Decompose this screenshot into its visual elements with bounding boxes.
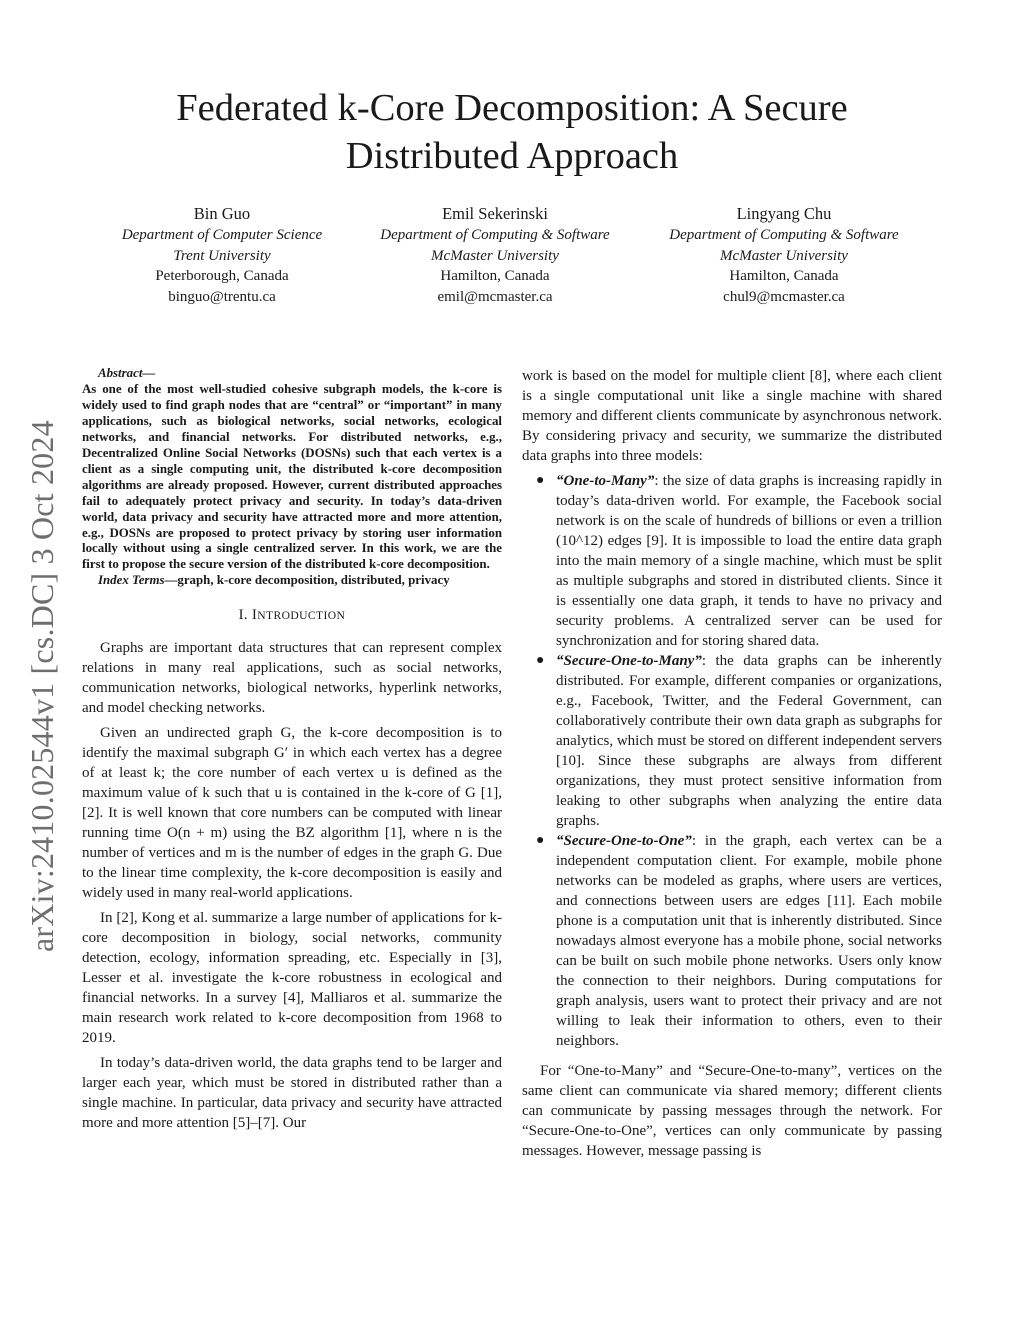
model-text: : in the graph, each vertex can be a independent computation client. For example, mobile phone networks can be modeled as graphs, where users are vertices, and connections between users are edges [11]. Each mobile phone is a computation unit that is inherently distributed. Since nowadays almost everyone has a mobile phone, social networks can be built on such mobile phone networks. Users only know the connection to their neighbors. During computations for graph analysis, users want to protect their privacy and are not willing to leak their information to others, even to their neighbors. xyxy=(556,833,942,1049)
author-2 xyxy=(355,203,635,307)
author-place: Hamilton, Canada xyxy=(729,268,839,284)
model-label: “Secure-One-to-Many” xyxy=(556,653,702,669)
list-item xyxy=(522,651,942,831)
author-dept: Department of Computer Science xyxy=(121,227,323,243)
section-heading xyxy=(82,605,502,626)
model-list xyxy=(522,471,942,1051)
author-univ: McMaster University xyxy=(720,247,848,264)
section-first-letter: I xyxy=(251,607,258,624)
model-text: : the size of data graphs is increasing rapidly in today’s data-driven world. For example, the Facebook social network is on the scale of hundreds of billions or even a trillion (10^12) edges [9]. It is impossible to load the entire data graph into the main memory of a single machine, which must be split as multiple subgraphs and stored in distributed clients. Since it is essentially one data graph, it tends to have no privacy and security problems. A centralized server can be used for synchronization and for storing shared data. xyxy=(556,473,942,649)
bullet-icon: ● xyxy=(536,473,545,488)
paragraph: In today’s data-driven world, the data graphs tend to be larger and larger each year, which must be stored in distributed rather than a single machine. In particular, data privacy and security have attracted more and more attention [5]–[7]. Our xyxy=(82,1055,502,1132)
model-text: : the data graphs can be inherently distributed. For example, different companies or organizations, e.g., Facebook, Twitter, and the Federal Government, can collaboratively contribute their own data graph as subgraphs for analytics, which must be stored on different independent servers [10]. Since these subgraphs are always from different organizations, they must protect sensitive information from leaking to other subgraphs when analyzing the entire data graphs. xyxy=(556,653,942,829)
paragraph: In [2], Kong et al. summarize a large number of applications for k-core decomposition in biology, social networks, community detection, ecology, information spreading, etc. Especially in [3], Lesser et al. investigate the k-core robustness in ecological and financial networks. In a survey [4], Malliaros et al. summarize the main research work related to k-core decomposition from 1968 to 2019. xyxy=(82,910,502,1047)
author-name: Bin Guo xyxy=(193,204,251,223)
title-line-2: Distributed Approach xyxy=(345,135,679,177)
abstract-text: As one of the most well-studied cohesive subgraph models, the k-core is widely used to find graph nodes that are “central” or “important” in many applications, such as biological networks, social networks, ecological networks, and financial networks. For distributed networks, e.g., Decentralized Online Social Networks (DOSNs) such that each vertex is a client as a single computing unit, the distributed k-core decomposition algorithms are already proposed. However, current distributed approaches fail to adequately protect privacy and security. In today’s data-driven world, data privacy and security have attracted more and more attention, e.g., DOSNs are proposed to protect privacy by storing user information locally without using a single centralized server. In this work, we are the first to propose the secure version of the distributed k-core decomposition. xyxy=(82,381,502,572)
section-number: I. xyxy=(238,607,252,624)
author-3 xyxy=(644,203,924,307)
author-dept: Department of Computing & Software xyxy=(669,227,899,243)
abstract-label: Abstract— xyxy=(98,366,156,380)
index-terms-label: Index Terms xyxy=(98,573,165,588)
right-column xyxy=(522,366,942,1166)
paragraph: Graphs are important data structures that can represent complex relations in many real applications, such as social networks, communication networks, biological networks, hyperlink networks, and model checking networks. xyxy=(82,640,502,717)
paper-title xyxy=(100,84,924,180)
left-column xyxy=(82,366,502,1138)
abstract xyxy=(82,366,502,573)
author-name: Lingyang Chu xyxy=(736,204,832,223)
author-univ: Trent University xyxy=(173,247,271,264)
author-email: emil@mcmaster.ca xyxy=(437,288,553,305)
title-line-1: Federated k-Core Decomposition: A Secure xyxy=(176,87,848,129)
author-dept: Department of Computing & Software xyxy=(380,227,610,243)
paragraph: work is based on the model for multiple client [8], where each client is a single computational unit like a single machine with shared memory and different clients communicate by asynchronous network. By considering privacy and security, we summarize the distributed data graphs into three models: xyxy=(522,368,942,464)
author-place: Peterborough, Canada xyxy=(155,268,289,284)
author-email: binguo@trentu.ca xyxy=(168,288,276,305)
section-title-rest: NTRODUCTION xyxy=(257,609,346,623)
author-name: Emil Sekerinski xyxy=(442,204,548,223)
list-item xyxy=(522,471,942,651)
bullet-icon: ● xyxy=(536,833,545,848)
index-terms xyxy=(82,573,502,589)
index-terms-text: —graph, k-core decomposition, distributed, privacy xyxy=(164,573,450,588)
paragraph: Given an undirected graph G, the k-core decomposition is to identify the maximal subgraph G′ in which each vertex has a degree of at least k; the core number of each vertex u is defined as the maximum value of k such that u is contained in the k-core of G [1], [2]. It is well known that core numbers can be computed with linear running time O(n + m) using the BZ algorithm [1], where n is the number of vertices and m is the number of edges in the graph G. Due to the linear time complexity, the k-core decomposition is easily and widely used in many real-world applications. xyxy=(82,725,502,902)
author-univ: McMaster University xyxy=(431,247,559,264)
author-1 xyxy=(82,203,362,307)
model-label: “Secure-One-to-One” xyxy=(556,833,692,849)
model-label: “One-to-Many” xyxy=(556,473,655,489)
paragraph: For “One-to-Many” and “Secure-One-to-many”, vertices on the same client can communicate via shared memory; different clients can communicate by passing messages through the network. For “Secure-One-to-One”, vertices can only communicate by passing messages. However, message passing is xyxy=(522,1063,942,1159)
list-item xyxy=(522,831,942,1051)
author-email: chul9@mcmaster.ca xyxy=(723,288,845,305)
author-place: Hamilton, Canada xyxy=(440,268,550,284)
arxiv-stamp: arXiv:2410.02544v1 [cs.DC] 3 Oct 2024 xyxy=(24,420,60,952)
bullet-icon: ● xyxy=(536,653,545,668)
